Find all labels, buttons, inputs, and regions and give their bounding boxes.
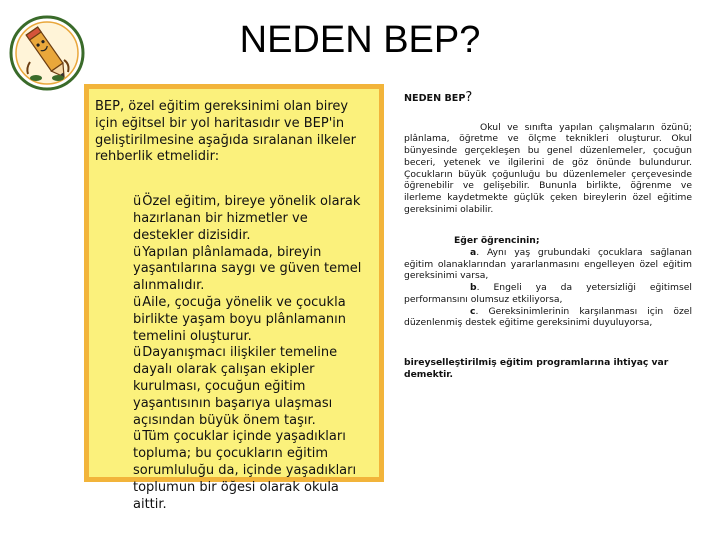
list-item (133, 295, 371, 345)
section-heading-text: NEDEN BEP (404, 93, 466, 104)
list-item-text: Tüm çocuklar içinde yaşadıkları topluma; bu çocukların eğitim sorumluluğu da, içinde yaşadıkları toplumun bir öğesi olarak okula aittir. (133, 429, 357, 512)
list-item-text: Aile, çocuğa yönelik ve çocukla birlikte yaşam boyu plânlamanın temelini oluşturur. (133, 294, 347, 344)
condition-item-text: . Gereksinimlerinin karşılanması için özel düzenlenmiş destek eğitime gereksinimi duyuluyorsa, (404, 305, 692, 329)
list-item (133, 345, 371, 429)
condition-item (404, 306, 692, 329)
check-mark-icon: ü (133, 194, 142, 210)
section-heading-question-mark: ? (465, 90, 473, 105)
principles-box (84, 84, 384, 512)
check-mark-icon: ü (133, 429, 142, 445)
check-mark-icon: ü (133, 345, 142, 361)
explanation-paragraph-text: Okul ve sınıfta yapılan çalışmaların özünü; plânlama, öğretme ve ölçme teknikleri oluşturur. Okul bünyesinde gerçekleşen bu genel düzenlemeler, çocuğun beceri, yetenek ve ilgilerini de göz önünde bulundurur. Çocukların büyük çoğunluğu bu düzenlemeler çerçevesinde öğrenebilir ve gelişebilir. Bununla birlikte, öğrenme ve ilerleme kaydetmekte güçlük çeken bireylerin özel eğitime gereksinimi olabilir. (404, 121, 692, 215)
condition-item-letter: c (470, 305, 476, 317)
list-item-text: Yapılan plânlamada, bireyin yaşantılarına saygı ve güven temel alınmalıdır. (133, 244, 362, 294)
condition-item-letter: b (470, 282, 477, 294)
closing-statement: bireyselleştirilmiş eğitim programlarına ihtiyaç var demektir. (404, 356, 669, 380)
list-item-text: Dayanışmacı ilişkiler temeline dayalı olarak çalışan ekipler kurulması, çocuğun eğitim yaşantısının başarıya ulaşması açısından büyük önem taşır. (133, 345, 338, 428)
condition-title: Eğer öğrencinin; (454, 235, 540, 247)
section-heading (404, 92, 692, 105)
pencil-character-logo-icon (8, 14, 86, 92)
list-item (133, 245, 371, 295)
explanation-column (404, 92, 692, 380)
list-item-text: Özel eğitim, bireye yönelik olarak hazırlanan bir hizmetler ve destekler dizisidir. (133, 194, 361, 243)
condition-item-text: . Engeli ya da yetersizliği eğitimsel performansını olumsuz etkiliyorsa, (404, 282, 692, 305)
intro-text: BEP, özel eğitim gereksinimi olan birey için eğitsel bir yol haritasıdır ve BEP'in geliştirilmesine aşağıda sıralanan ilkeler rehberlik etmelidir: (95, 99, 356, 165)
list-item (133, 429, 371, 513)
check-mark-icon: ü (133, 294, 142, 310)
list-item (133, 194, 371, 244)
explanation-paragraph (404, 122, 692, 216)
slide-title: NEDEN BEP? (239, 19, 481, 61)
principles-list (95, 194, 371, 513)
condition-item-letter: a (470, 247, 477, 259)
check-mark-icon: ü (133, 244, 142, 260)
condition-item (404, 247, 692, 282)
condition-item-text: . Aynı yaş grubundaki çocuklara sağlanan eğitim olanaklarından yararlanmasını engelleyen özel eğitim gereksinimi varsa, (404, 247, 692, 282)
condition-item (404, 282, 692, 305)
